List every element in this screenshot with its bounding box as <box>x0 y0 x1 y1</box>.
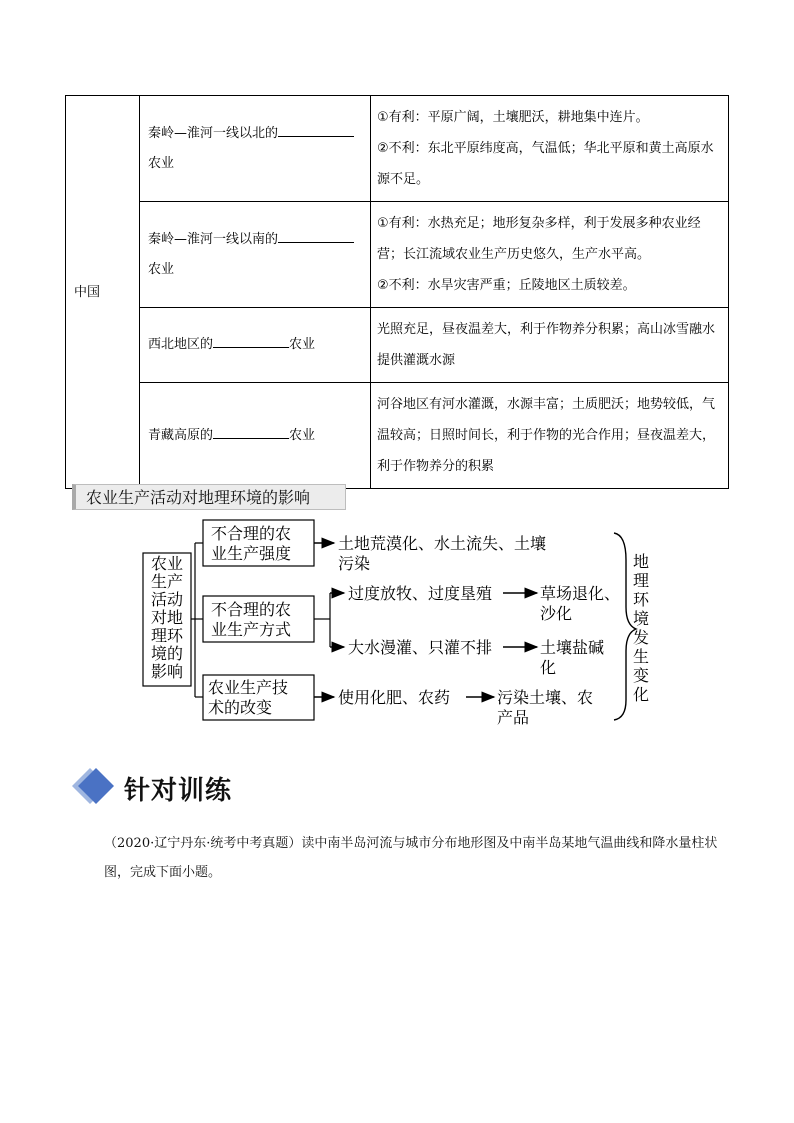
effect-line: 化 <box>540 658 557 677</box>
region-cell: 中国 <box>66 96 140 489</box>
effect-line: 土壤盐碱 <box>540 638 605 657</box>
effect-line: 草场退化、 <box>540 584 621 603</box>
condition-cell <box>371 383 729 489</box>
effect-line: 污染 <box>338 554 371 573</box>
cause-line: 不合理的农 <box>211 600 292 619</box>
table-row <box>66 308 729 383</box>
condition-line: ①有利：水热充足；地形复杂多样，利于发展多种农业经营；长江流域农业生产历史悠久，生产水平高。 <box>377 216 701 262</box>
crop-cell <box>140 202 371 308</box>
crop-prefix: 秦岭—淮河一线以北的 <box>148 125 279 141</box>
cause-box-intensity <box>203 520 314 566</box>
cause-line: 不合理的农 <box>211 524 292 543</box>
crop-cell <box>140 383 371 489</box>
root-line: 农业 <box>150 554 184 573</box>
mid-text: 过度放牧、过度垦殖 <box>348 584 493 603</box>
condition-line: 光照充足，昼夜温差大，利于作物养分积累；高山冰雪融水提供灌溉水源 <box>377 322 716 368</box>
effect-line: 沙化 <box>540 604 573 623</box>
answer-blank <box>213 423 289 439</box>
mid-text: 大水漫灌、只灌不排 <box>348 638 493 657</box>
training-title: 针对训练 <box>124 776 233 806</box>
result-char: 化 <box>632 685 650 704</box>
result-char: 变 <box>632 666 650 685</box>
crop-prefix: 青藏高原的 <box>148 427 214 443</box>
condition-line: ②不利：东北平原纬度高，气温低；华北平原和黄土高原水源不足。 <box>377 141 714 187</box>
diamond-icon <box>72 766 116 806</box>
result-char: 理 <box>632 571 650 590</box>
section-heading: 农业生产活动对地理环境的影响 <box>72 484 346 510</box>
table-row <box>66 383 729 489</box>
cause-line: 农业生产技 <box>208 678 289 697</box>
root-box <box>143 553 191 686</box>
table-row <box>66 202 729 308</box>
effect-line: 污染土壤、农 <box>497 688 594 707</box>
condition-cell <box>371 96 729 202</box>
condition-cell <box>371 308 729 383</box>
crop-suffix: 农业 <box>148 155 175 171</box>
answer-blank <box>278 121 354 137</box>
cause-line: 业生产方式 <box>211 620 292 639</box>
root-line: 影响 <box>150 662 184 681</box>
result-char: 生 <box>632 647 650 666</box>
crop-prefix: 秦岭—淮河一线以南的 <box>148 231 279 247</box>
mid-text: 使用化肥、农药 <box>338 688 451 707</box>
condition-cell <box>371 202 729 308</box>
crop-cell <box>140 308 371 383</box>
root-line: 境的 <box>150 644 184 663</box>
cause-box-technology <box>203 675 314 720</box>
crop-prefix: 西北地区的 <box>148 337 214 352</box>
question-text: （2020·辽宁丹东·统考中考真题）读中南半岛河流与城市分布地形图及中南半岛某地气温曲线和降水量柱状图，完成下面小题。 <box>104 836 718 880</box>
answer-blank <box>213 332 289 348</box>
crop-suffix: 农业 <box>289 337 316 352</box>
cause-line: 业生产强度 <box>211 544 292 563</box>
condition-line: 河谷地区有河水灌溉，水源丰富；土质肥沃；地势较低，气温较高；日照时间长，利于作物的光合作用；昼夜温差大，利于作物养分的积累 <box>377 397 716 474</box>
condition-line: ①有利：平原广阔，土壤肥沃，耕地集中连片。 <box>377 110 649 125</box>
effect-line: 产品 <box>497 708 530 727</box>
cause-line: 术的改变 <box>208 698 273 717</box>
table-row <box>66 96 729 202</box>
result-char: 境 <box>632 609 650 628</box>
crop-cell <box>140 96 371 202</box>
effect-line: 土地荒漠化、水土流失、土壤 <box>338 534 547 553</box>
result-char: 发 <box>632 628 650 647</box>
cause-box-method <box>203 596 314 642</box>
crop-suffix: 农业 <box>289 427 316 443</box>
root-line: 对地 <box>150 608 184 627</box>
root-line: 理环 <box>150 626 184 645</box>
agriculture-table <box>65 95 729 489</box>
crop-suffix: 农业 <box>148 261 175 277</box>
right-brace <box>614 533 636 720</box>
result-char: 地 <box>632 552 650 571</box>
answer-blank <box>278 227 354 243</box>
root-line: 生产 <box>150 572 184 591</box>
root-line: 活动 <box>150 590 184 609</box>
result-char: 环 <box>632 590 650 609</box>
condition-line: ②不利：水旱灾害严重；丘陵地区土质较差。 <box>377 278 636 293</box>
